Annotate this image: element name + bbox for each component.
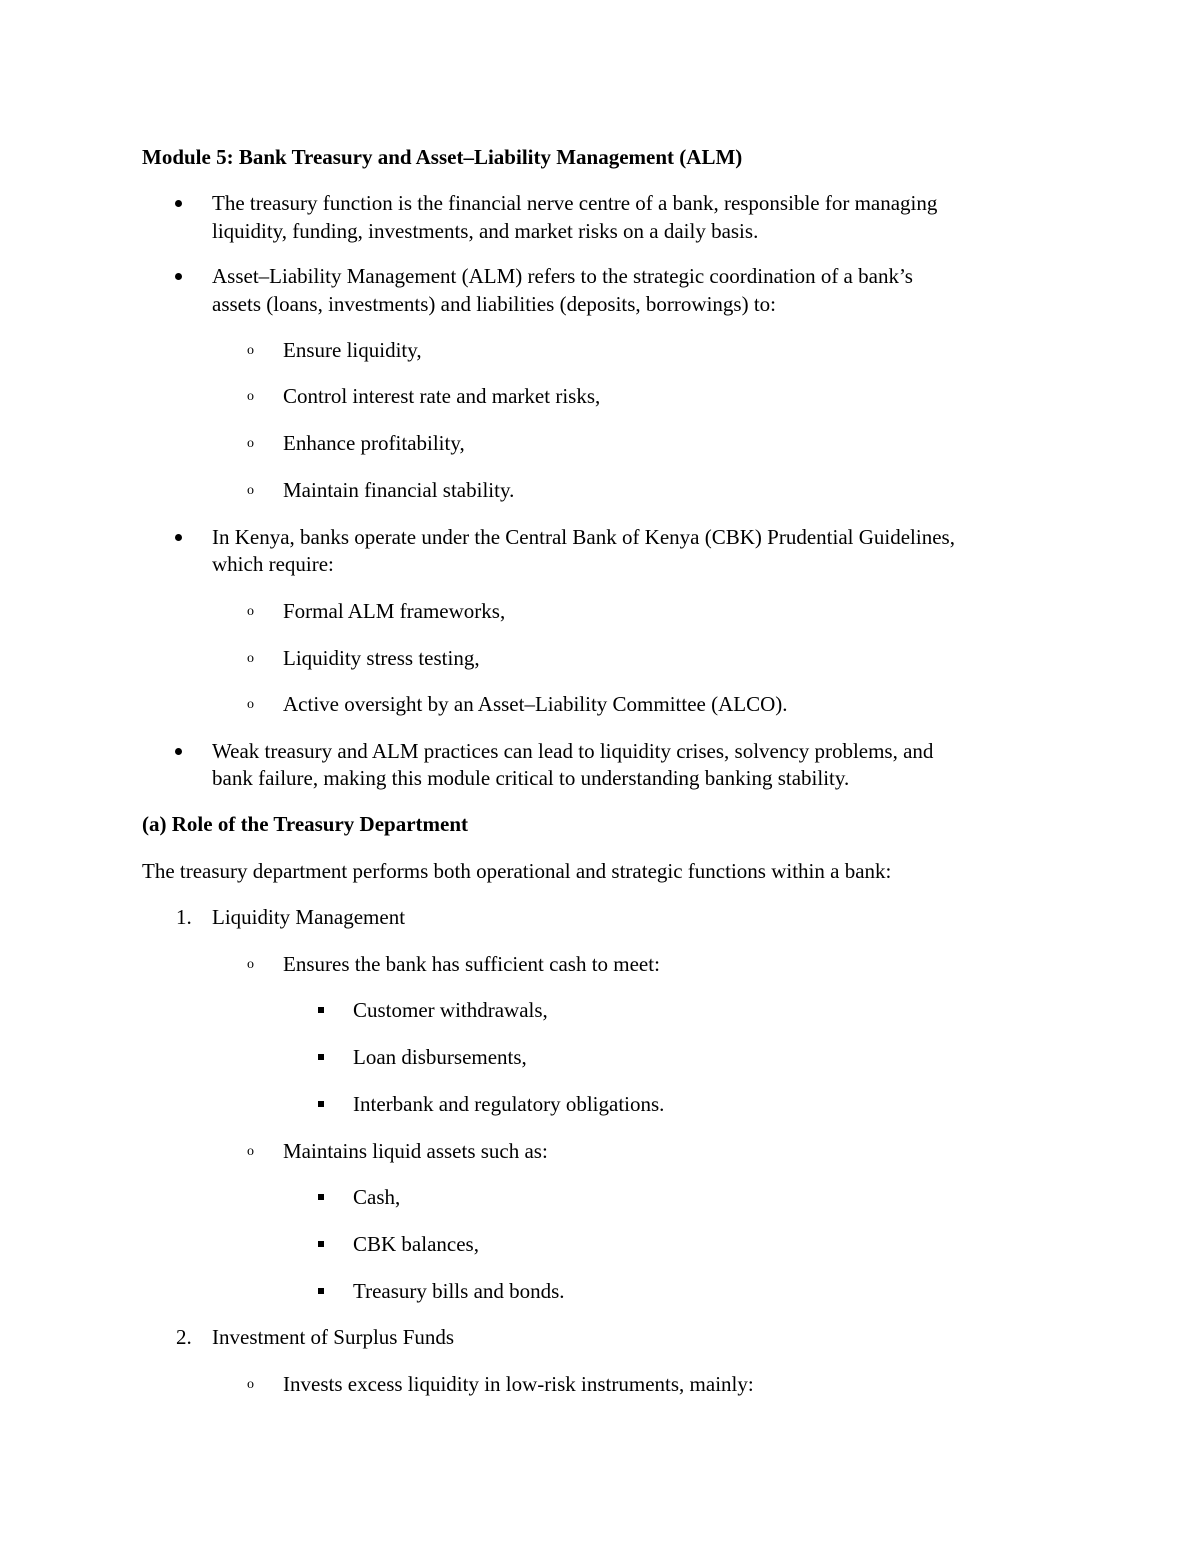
- point-item: Cash,: [353, 1185, 401, 1209]
- point-item: Interbank and regulatory obligations.: [353, 1092, 665, 1116]
- bullet-text-line: liquidity, funding, investments, and market risks on a daily basis.: [212, 219, 759, 243]
- list-number: 1.: [176, 905, 192, 929]
- square-bullet-icon: [318, 1288, 324, 1294]
- sub-item: Enhance profitability,: [283, 431, 465, 455]
- bullet-text-line: Weak treasury and ALM practices can lead to liquidity crises, solvency problems, and: [212, 739, 934, 763]
- section-title: Role of the Treasury Department: [171, 812, 469, 836]
- circle-bullet-icon: o: [247, 389, 254, 404]
- circle-bullet-icon: o: [247, 651, 254, 666]
- sub-item: Active oversight by an Asset–Liability Committee (ALCO).: [283, 692, 788, 716]
- circle-bullet-icon: o: [247, 1144, 254, 1159]
- circle-bullet-icon: o: [247, 1377, 254, 1392]
- sub-item: Maintains liquid assets such as:: [283, 1139, 548, 1163]
- document-title: Module 5: Bank Treasury and Asset–Liability Management (ALM): [142, 145, 743, 169]
- point-item: Loan disbursements,: [353, 1045, 527, 1069]
- bullet-text-line: bank failure, making this module critical to understanding banking stability.: [212, 766, 850, 790]
- bullet-text-line: which require:: [212, 552, 334, 576]
- list-number: 2.: [176, 1325, 192, 1349]
- circle-bullet-icon: o: [247, 697, 254, 712]
- bullet-text-line: The treasury function is the financial nerve centre of a bank, responsible for managing: [212, 191, 938, 215]
- sub-item: Ensure liquidity,: [283, 338, 422, 362]
- circle-bullet-icon: o: [247, 483, 254, 498]
- bullet-disc: [175, 534, 182, 541]
- bullet-text-line: In Kenya, banks operate under the Central Bank of Kenya (CBK) Prudential Guidelines,: [212, 525, 955, 549]
- sub-item: Control interest rate and market risks,: [283, 384, 601, 408]
- list-item-title: Liquidity Management: [212, 905, 406, 929]
- circle-bullet-icon: o: [247, 343, 254, 358]
- bullet-disc: [175, 748, 182, 755]
- circle-bullet-icon: o: [247, 604, 254, 619]
- bullet-text-line: assets (loans, investments) and liabilities (deposits, borrowings) to:: [212, 292, 777, 316]
- square-bullet-icon: [318, 1241, 324, 1247]
- bullet-disc: [175, 273, 182, 280]
- bullet-disc: [175, 200, 182, 207]
- square-bullet-icon: [318, 1101, 324, 1107]
- bullet-text-line: Asset–Liability Management (ALM) refers to the strategic coordination of a bank’s: [212, 264, 913, 288]
- point-item: CBK balances,: [353, 1232, 479, 1256]
- sub-item: Maintain financial stability.: [283, 478, 515, 502]
- square-bullet-icon: [318, 1194, 324, 1200]
- point-item: Treasury bills and bonds.: [353, 1279, 565, 1303]
- sub-item: Ensures the bank has sufficient cash to meet:: [283, 952, 660, 976]
- square-bullet-icon: [318, 1054, 324, 1060]
- section-heading: [142, 811, 468, 837]
- square-bullet-icon: [318, 1007, 324, 1013]
- sub-item: Invests excess liquidity in low-risk instruments, mainly:: [283, 1372, 754, 1396]
- point-item: Customer withdrawals,: [353, 998, 548, 1022]
- circle-bullet-icon: o: [247, 436, 254, 451]
- sub-item: Liquidity stress testing,: [283, 646, 480, 670]
- section-intro: The treasury department performs both operational and strategic functions within a bank:: [142, 859, 892, 883]
- sub-item: Formal ALM frameworks,: [283, 599, 506, 623]
- section-label: (a): [142, 812, 167, 836]
- list-item-title: Investment of Surplus Funds: [212, 1325, 455, 1349]
- circle-bullet-icon: o: [247, 957, 254, 972]
